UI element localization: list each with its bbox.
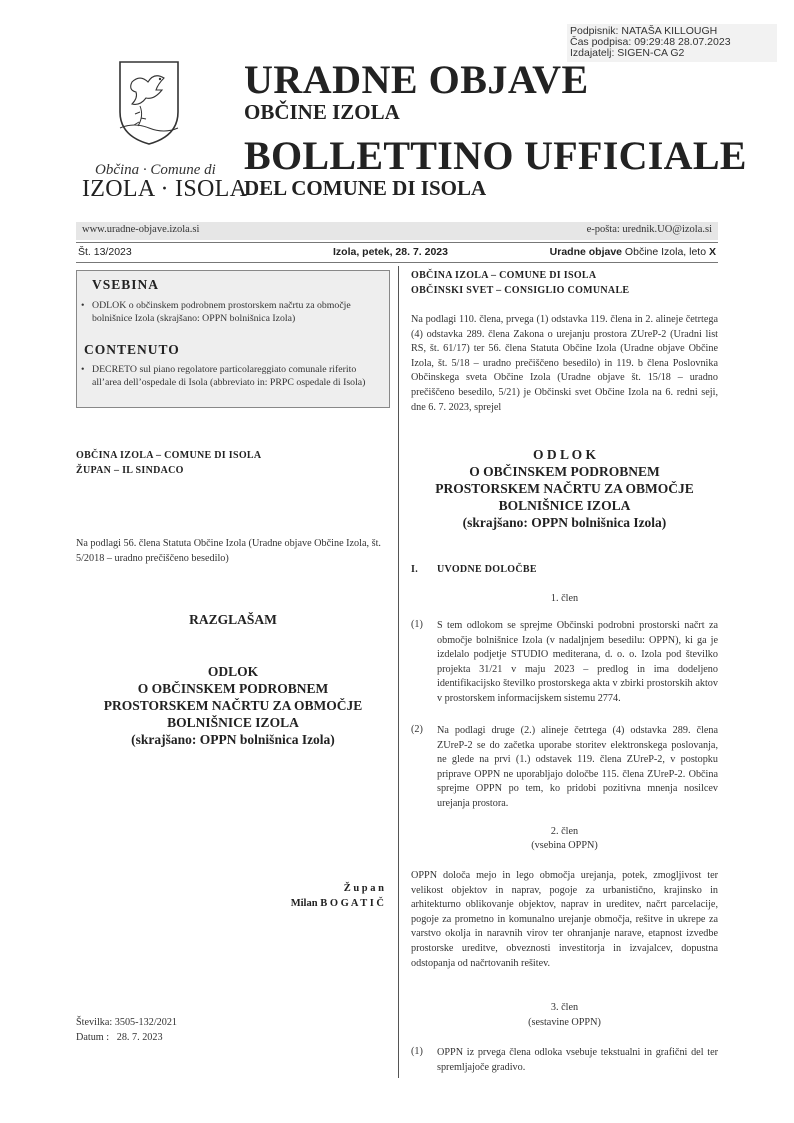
mayor-title: Ž u p a n [343, 883, 384, 894]
title-line: O D L O K [532, 447, 596, 462]
contents-item-sl[interactable]: ODLOK o občinskem podrobnem prostorskem načrtu za območje bolnišnice Izola (skrajšano: OPPN bolnišnica Izola) [92, 300, 351, 324]
bullet-icon: • [81, 364, 85, 375]
divider [76, 242, 718, 243]
right-issuer-1: OBČINA IZOLA – COMUNE DI ISOLA [411, 270, 597, 281]
title-line: PROSTORSKEM NAČRTU ZA OBMOČJE [435, 481, 694, 496]
paragraph-number: (1) [411, 619, 423, 630]
divider [76, 262, 718, 263]
article-2-heading: 2. člen [550, 826, 579, 837]
article-2-text: OPPN določa mejo in lego območja urejanja, potek, zmogljivost ter velikost objektov in naprav, pogoje za urbanistično, krajinsko in arhitekturno oblikovanje objektov, naprav in ureditev, načrt parcelacije, pogoje za prometno in komunalno urejanje območja, rešitve in ukrepe za varstvo okolja in naravnih virov ter ohranjanje narave, etapnost izvedbe prostorske ureditve, obveznosti investitorja in izvajalcev, dopustna odstopanja od načrtovanih rešitev. [411, 870, 718, 969]
document-date: Datum : 28. 7. 2023 [76, 1032, 163, 1043]
title-line: (skrajšano: OPPN bolnišnica Izola) [131, 732, 335, 747]
masthead-subtitle-sl: OBČINE IZOLA [244, 100, 400, 124]
title-line: PROSTORSKEM NAČRTU ZA OBMOČJE [103, 698, 363, 713]
left-decree-title [76, 663, 390, 748]
publication-line [550, 246, 716, 258]
left-issuer-2: ŽUPAN – IL SINDACO [76, 465, 184, 476]
column-divider [398, 266, 399, 1078]
title-line: O OBČINSKEM PODROBNEM [137, 681, 329, 696]
article-1-paragraph-1: S tem odlokom se sprejme Občinski podrobni prostorski načrt za območje bolnišnice Izola (v nadaljnjem besedilu: OPPN), ki ga je izdelalo podjetje STUDIO mediterana, d. o. o. Izola pod številko projekta 31/21 v maju 2023 – predlog in ima dodeljeno identifikacijsko številko prostorskega akta v zbirki prostorskih aktov v prostorskem informacijskem sistemu 2774. [437, 620, 718, 704]
municipality-caps: IZOLA · ISOLA [82, 176, 248, 202]
article-3-subheading: (sestavine OPPN) [528, 1017, 601, 1028]
contact-band [76, 222, 718, 240]
left-issuer-1: OBČINA IZOLA – COMUNE DI ISOLA [76, 450, 262, 461]
proclamation: RAZGLAŠAM [189, 612, 277, 627]
right-decree-title [411, 446, 718, 531]
article-3-heading: 3. člen [550, 1002, 579, 1013]
left-legal-basis: Na podlagi 56. člena Statuta Občine Izola (Uradne objave Občine Izola, št. 5/2018 – uradno prečiščeno besedilo) [76, 538, 381, 564]
article-2-subheading: (vsebina OPPN) [531, 840, 598, 851]
article-1-heading: 1. člen [550, 593, 579, 604]
signature-signer: Podpisnik: NATAŠA KILLOUGH [570, 25, 718, 37]
title-line: ODLOK [207, 664, 259, 679]
section-number: I. [411, 564, 418, 575]
contents-heading-sl: VSEBINA [92, 277, 160, 292]
issue-number: Št. 13/2023 [78, 246, 132, 258]
coat-of-arms-icon [118, 60, 180, 146]
publication-year: X [708, 246, 716, 258]
right-preamble: Na podlagi 110. člena, prvega (1) odstavka 119. člena in 2. alineje četrtega (4) odstavka 289. člena Zakona o urejanju prostora ZUreP-2 (Uradni list RS, št. 61/17) ter 56. člena Statuta Občine Izola (Uradne objave Občine Izola, št. 5/18 – uradno prečiščeno besedilo) in 119. b člena Poslovnika Občinskega sveta Občine Izola (Uradne objave št. 15/18 – uradno prečiščeno besedilo, 5/21) je Občinski svet Občine Izola na 6. redni seji, dne 6. 7. 2023, sprejel [411, 314, 718, 413]
article-1-paragraph-2: Na podlagi druge (2.) alineje četrtega (4) odstavka 289. člena ZUreP-2 se do začetka uporabe storitev elektronskega poslovanja, ne glede na prvi (1.) odstavek 119. člena ZUreP-2, v postopku priprave OPPN ne uporabljajo določbe 115. člena ZUreP-2. Občina sprejme OPPN po tem, ko pridobi pozitivna mnenja nosilcev urejanja prostora. [437, 725, 718, 809]
masthead-title-sl: URADNE OBJAVE [244, 57, 589, 102]
bullet-icon: • [81, 300, 85, 311]
title-line: BOLNIŠNICE IZOLA [498, 498, 631, 513]
signature-time: Čas podpisa: 09:29:48 28.07.2023 [570, 36, 731, 48]
digital-signature-box [567, 24, 777, 62]
signature-issuer: Izdajatelj: SIGEN-CA G2 [570, 47, 685, 59]
paragraph-number: (2) [411, 724, 423, 735]
publication-rest: Občine Izola, leto [622, 246, 709, 258]
municipality-italic: Občina · Comune di [95, 162, 216, 178]
title-line: O OBČINSKEM PODROBNEM [469, 464, 660, 479]
masthead-title-it: BOLLETTINO UFFICIALE [244, 133, 747, 178]
document-number: Številka: 3505-132/2021 [76, 1017, 178, 1028]
publication-name: Uradne objave [549, 246, 623, 258]
place-date: Izola, petek, 28. 7. 2023 [333, 246, 448, 258]
title-line: (skrajšano: OPPN bolnišnica Izola) [462, 515, 667, 530]
article-3-paragraph-1: OPPN iz prvega člena odloka vsebuje tekstualni in grafični del ter spremljajoče gradivo. [437, 1047, 718, 1073]
paragraph-number: (1) [411, 1046, 423, 1057]
masthead-subtitle-it: DEL COMUNE DI ISOLA [244, 176, 487, 200]
email-link[interactable]: e-pošta: urednik.UO@izola.si [586, 224, 712, 235]
contents-item-it[interactable]: DECRETO sul piano regolatore particolareggiato comunale riferito all’area dell’ospedale di Isola (abbreviato in: PRPC ospedale di Isola) [92, 364, 366, 388]
mayor-name: Milan B O G A T I Č [290, 898, 384, 909]
contents-box [76, 270, 390, 408]
right-issuer-2: OBČINSKI SVET – CONSIGLIO COMUNALE [411, 285, 630, 296]
title-line: BOLNIŠNICE IZOLA [167, 715, 299, 730]
section-title: UVODNE DOLOČBE [437, 564, 537, 575]
contents-heading-it: CONTENUTO [84, 342, 180, 357]
website-link[interactable]: www.uradne-objave.izola.si [82, 224, 200, 235]
